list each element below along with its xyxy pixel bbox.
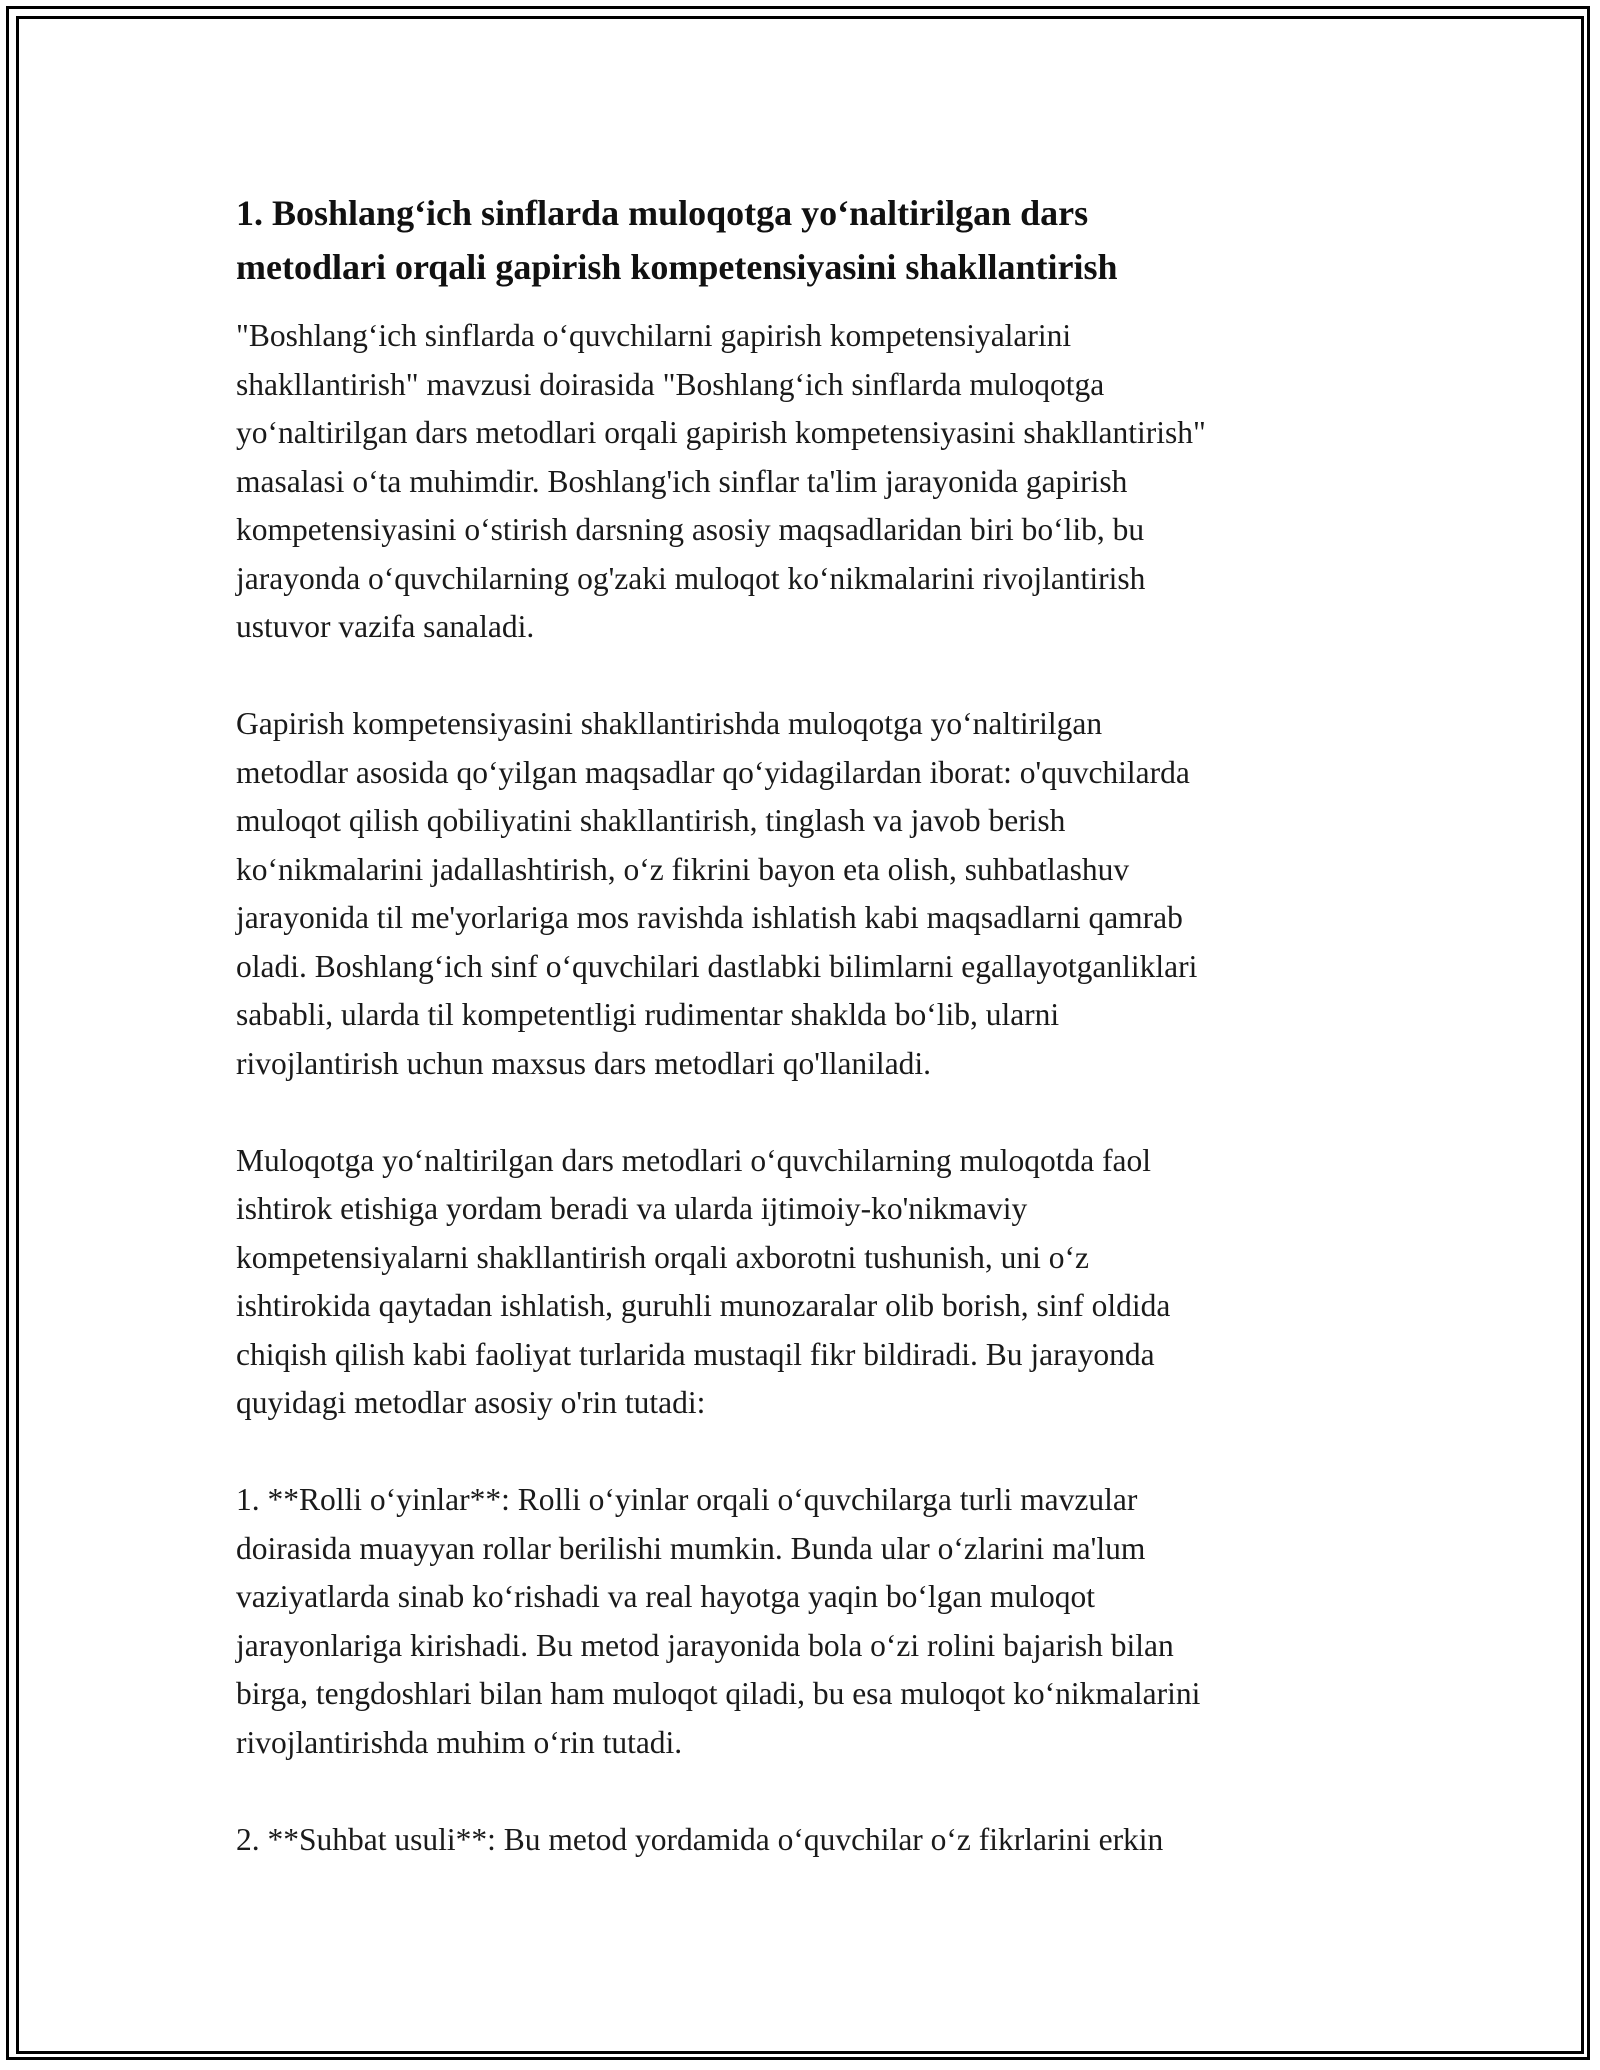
- title-line-2: metodlari orqali gapirish kompetensiyasini shakllantirish: [236, 247, 1118, 287]
- paragraph-goals: Gapirish kompetensiyasini shakllantirishda muloqotga yo‘naltirilgan metodlar asosida qo‘yilgan maqsadlar qo‘yidagilardan iborat: o'quvchilarda muloqot qilish qobiliyatini shakllantirish, tinglash va javob berish ko‘nikmalarini jadallashtirish, o‘z fikrini bayon eta olish, suhbatlashuv jarayonida til me'yorlariga mos ravishda ishlatish kabi maqsadlarni qamrab oladi. Boshlang‘ich sinf o‘quvchilari dastlabki bilimlarni egallayotganliklari sababli, ularda til kompetentligi rudimentar shaklda bo‘lib, ularni rivojlantirish uchun maxsus dars metodlari qo'llaniladi.: [236, 706, 1198, 1081]
- title-line-1: 1. Boshlang‘ich sinflarda muloqotga yo‘naltirilgan dars: [236, 193, 1089, 233]
- paragraph-methods: Muloqotga yo‘naltirilgan dars metodlari o‘quvchilarning muloqotda faol ishtirok etishiga yordam beradi va ularda ijtimoiy-ko'nikmaviy kompetensiyalarni shakllantirish orqali axborotni tushunish, uni o‘z ishtirokida qaytadan ishlatish, guruhli munozaralar olib borish, sinf oldida chiqish qilish kabi faoliyat turlarida mustaqil fikr bildiradi. Bu jarayonda quyidagi metodlar asosiy o'rin tutadi:: [236, 1142, 1171, 1420]
- document-title: [236, 186, 1376, 294]
- list-item-role-play: 1. **Rolli o‘yinlar**: Rolli o‘yinlar orqali o‘quvchilarga turli mavzular doirasida muayyan rollar berilishi mumkin. Bunda ular o‘zlarini ma'lum vaziyatlarda sinab ko‘rishadi va real hayotga yaqin bo‘lgan muloqot jarayonlariga kirishadi. Bu metod jarayonida bola o‘zi rolini bajarish bilan birga, tengdoshlari bilan ham muloqot qiladi, bu esa muloqot ko‘nikmalarini rivojlantirishda muhim o‘rin tutadi.: [236, 1482, 1201, 1760]
- list-item-conversation: 2. **Suhbat usuli**: Bu metod yordamida o‘quvchilar o‘z fikrlarini erkin: [236, 1821, 1164, 1857]
- document-page: [236, 186, 1376, 1913]
- paragraph-intro: "Boshlang‘ich sinflarda o‘quvchilarni gapirish kompetensiyalarini shakllantirish" mavzusi doirasida "Boshlang‘ich sinflarda muloqotga yo‘naltirilgan dars metodlari orqali gapirish kompetensiyasini shakllantirish" masalasi o‘ta muhimdir. Boshlang'ich sinflar ta'lim jarayonida gapirish kompetensiyasini o‘stirish darsning asosiy maqsadlaridan biri bo‘lib, bu jarayonda o‘quvchilarning og'zaki muloqot ko‘nikmalarini rivojlantirish ustuvor vazifa sanaladi.: [236, 318, 1206, 644]
